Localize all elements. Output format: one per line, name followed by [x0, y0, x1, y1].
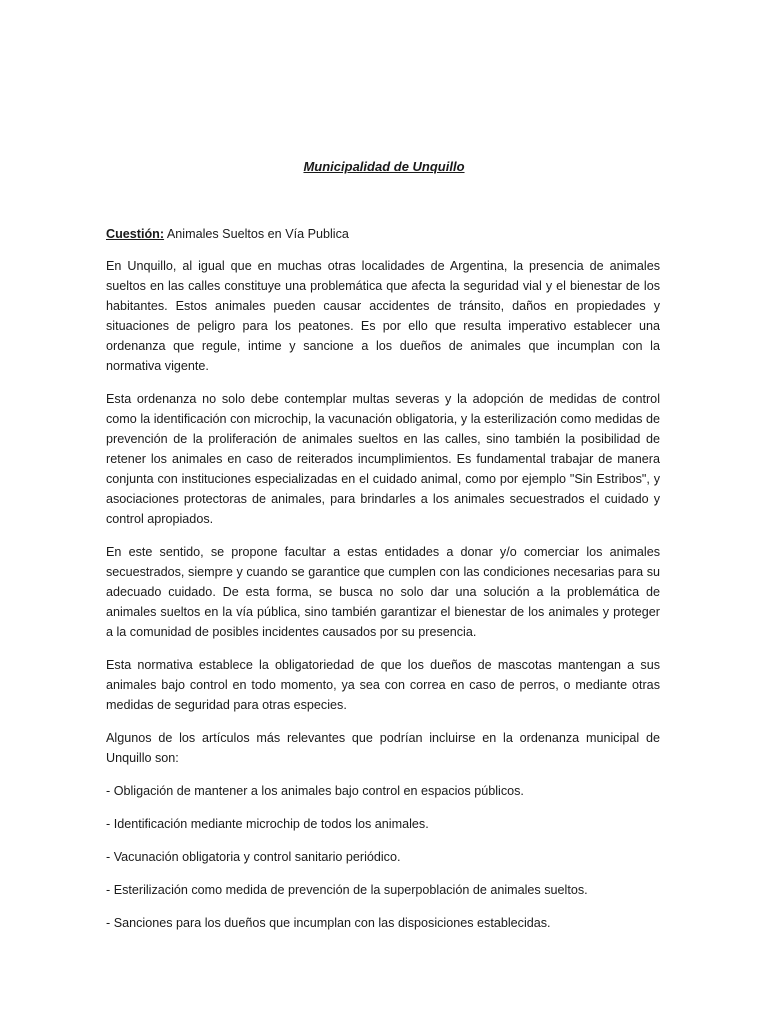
document-title: Municipalidad de Unquillo [303, 159, 465, 174]
list-item: - Obligación de mantener a los animales bajo control en espacios públicos. [106, 784, 524, 798]
paragraph-obligation: Esta normativa establece la obligatoriedad de que los dueños de mascotas mantengan a sus animales bajo control en todo momento, ya sea con correa en caso de perros, o mediante otras medidas de seguridad para otras especies. [106, 658, 660, 712]
list-item: - Sanciones para los dueños que incumplan con las disposiciones establecidas. [106, 916, 551, 930]
list-item: - Identificación mediante microchip de todos los animales. [106, 817, 429, 831]
paragraph-entities: En este sentido, se propone facultar a estas entidades a donar y/o comerciar los animales secuestrados, siempre y cuando se garantice que cumplen con las condiciones necesarias para su adecuado cuidado. De esta forma, se busca no solo dar una solución a la problemática de animales sueltos en la vía pública, sino también garantizar el bienestar de los animales y proteger a la comunidad de posibles incidentes causados por su presencia. [106, 545, 660, 639]
list-item: - Vacunación obligatoria y control sanitario periódico. [106, 850, 401, 864]
subject-text: Animales Sueltos en Vía Publica [164, 227, 349, 241]
subject-label: Cuestión: [106, 227, 165, 241]
document-body [106, 224, 660, 946]
paragraph-articles-intro: Algunos de los artículos más relevantes que podrían incluirse en la ordenanza municipal de Unquillo son: [106, 731, 660, 765]
paragraph-ordinance-scope: Esta ordenanza no solo debe contemplar multas severas y la adopción de medidas de control como la identificación con microchip, la vacunación obligatoria, y la esterilización como medidas de prevención de la proliferación de animales sueltos en las calles, sino también la posibilidad de retener los animales en caso de reiterados incumplimientos. Es fundamental trabajar de manera conjunta con instituciones especializadas en el cuidado animal, como por ejemplo "Sin Estribos", y asociaciones protectoras de animales, para brindarles a los animales secuestrados el cuidado y control apropiados. [106, 392, 660, 526]
paragraph-intro: En Unquillo, al igual que en muchas otras localidades de Argentina, la presencia de animales sueltos en las calles constituye una problemática que afecta la seguridad vial y el bienestar de los habitantes. Estos animales pueden causar accidentes de tránsito, daños en propiedades y situaciones de peligro para los peatones. Es por ello que resulta imperativo establecer una ordenanza que regule, intime y sancione a los dueños de animales que incumplan con la normativa vigente. [106, 259, 660, 373]
list-item: - Esterilización como medida de prevención de la superpoblación de animales sueltos. [106, 883, 588, 897]
subject-line [106, 224, 660, 244]
